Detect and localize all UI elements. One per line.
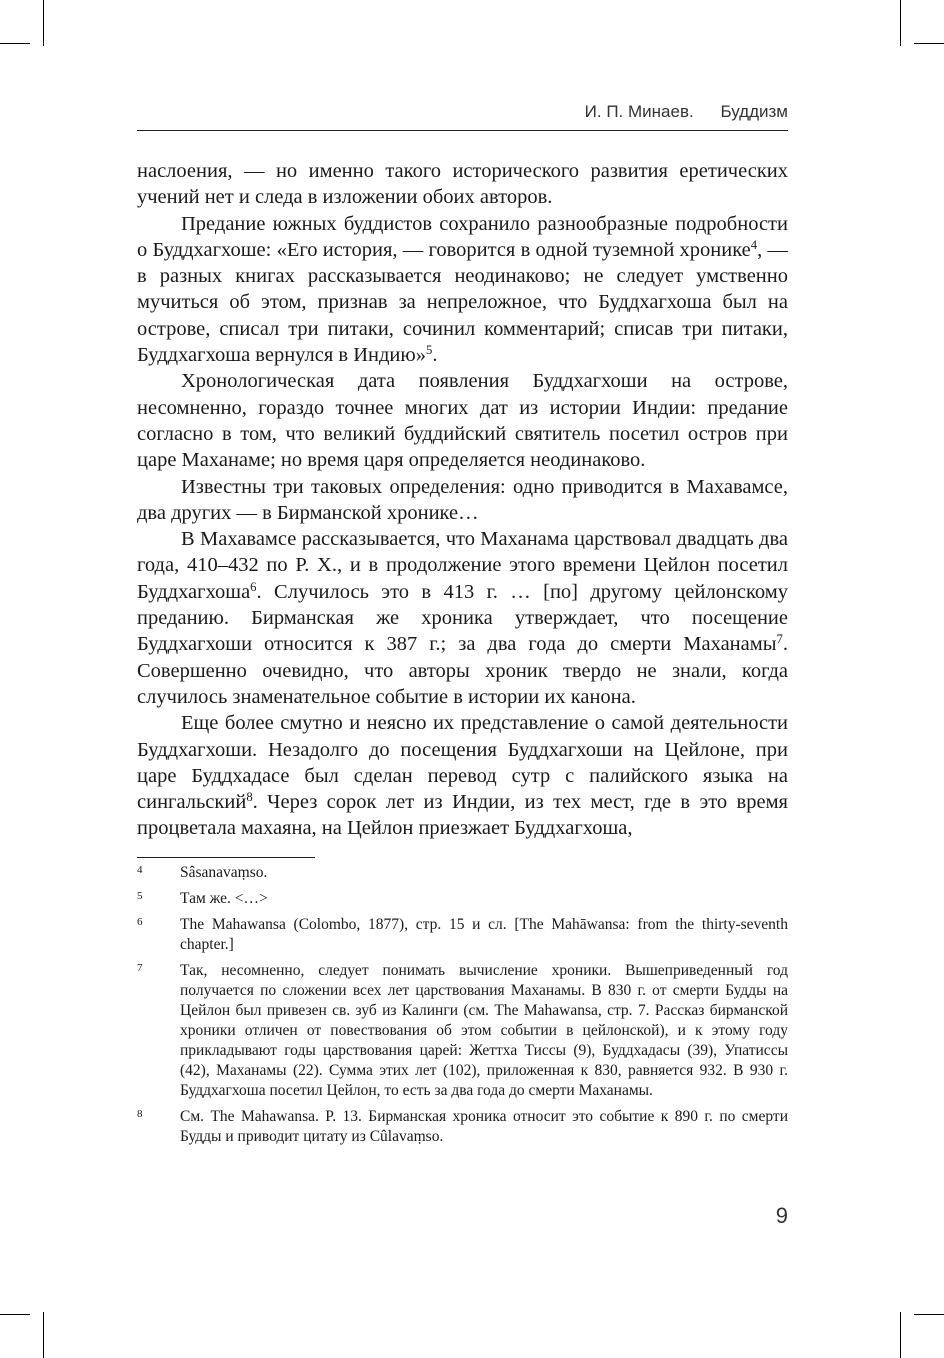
running-header [137,102,788,131]
footnote [137,961,788,1101]
footnote-number: 8 [137,1108,143,1120]
paragraph: Еще более смутно и неясно их представление о самой деятельности Буддхагхоши. Незадолго до посещения Буддхагхоши на Цейлоне, при царе Буддхадасе был сделан перевод сутр с палийского языка на сингальский$^8$. Через сорок лет из Индии, из тех мест, где в это время процветала махаяна, на Цейлон приезжает Буддхагхоша, [137,712,788,840]
header-title: Буддизм [720,102,788,121]
crop-mark [43,0,44,46]
paragraph: Предание южных буддистов сохранило разнообразные подробности о Буддхагхоше: «Его история, — говорится в одной туземной хронике$^4$, — в разных книгах рассказывается неодинаково; не следует умственно мучиться об этом, признав за непреложное, что Буддхагхоша был на острове, списал три питаки, сочинил комментарий; списав три питаки, Буддхагхоша вернулся в Индию»$^5$. [137,212,788,367]
footnote-text: The Mahawansa (Colombo, 1877), стр. 15 и сл. [The Mahāwansa: from the thirty-seventh chapter.] [180,916,788,953]
crop-mark [0,1314,30,1315]
footnote [137,863,788,883]
crop-mark [900,0,901,46]
footnote-ref[interactable]: 4 [750,237,758,252]
footnote-separator [137,857,315,858]
footnote-ref[interactable]: 6 [250,579,257,594]
footnotes [137,863,788,1153]
footnote [137,1107,788,1147]
crop-mark [900,1312,901,1358]
footnote-ref[interactable]: 7 [776,632,783,647]
footnote-text: Так, несомненно, следует понимать вычисление хроники. Вышеприведенный год получается по сложении всех лет царствования Маханамы. В 830 г. от смерти Будды на Цейлон был привезен св. зуб из Калинги (см. The Mahawansa, стр. 7. Рассказ бирманской хроники отличен от повествования об этом событии в цейлонской), и к этому году прикладывают годы царствования царей: Жеттха Тиссы (9), Буддхадасы (39), Упатиссы (42), Маханамы (22). Сумма этих лет (102), приложенная к 830, равняется 932. В 930 г. Буддхагхоша посетил Цейлон, то есть за два года до смерти Маханамы. [180,962,788,1099]
footnote-text: См. The Mahawansa. P. 13. Бирманская хроника относит это событие к 890 г. по смерти Будды и приводит цитату из Cûlavaṃso. [180,1108,788,1145]
footnote-ref[interactable]: 5 [425,343,433,358]
footnote [137,915,788,955]
footnote-number: 5 [137,890,143,902]
paragraph: В Махавамсе рассказывается, что Маханама царствовал двадцать два года, 410–432 по Р. Х., и в продолжение этого времени Цейлон посетил Буддхагхоша$^6$. Случилось это в 413 г. … [по] другому цейлонскому преданию. Бирманская же хроника утверждает, что посещение Буддхагхоши относится к 387 г.; за два года до смерти Маханамы$^7$. Совершенно очевидно, что авторы хроник твердо не знали, когда случилось знаменательное событие в истории их канона. [137,528,788,708]
crop-mark [914,1314,944,1315]
paragraph: Известны три таковых определения: одно приводится в Махавамсе, два других — в Бирманской хронике… [137,475,788,524]
footnote-number: 7 [137,962,143,974]
crop-mark [914,43,944,44]
paragraph: Хронологическая дата появления Буддхагхоши на острове, несомненно, гораздо точнее многих дат из истории Индии: предание согласно в том, что великий буддийский святитель посетил остров при царе Маханаме; но время царя определяется неодинаково. [137,370,788,472]
crop-mark [43,1312,44,1358]
page-number: 9 [775,1203,788,1228]
footnote-number: 6 [137,916,143,928]
footnote [137,889,788,909]
header-author: И. П. Минаев. [584,102,694,121]
paragraph: наслоения, — но именно такого исторического развития еретических учений нет и следа в изложении обоих авторов. [137,160,788,209]
main-text [137,158,788,842]
crop-mark [0,43,30,44]
footnote-ref[interactable]: 8 [246,790,253,805]
footnote-text: Sâsanavaṃso. [180,864,268,881]
footnote-number: 4 [137,864,143,876]
footnote-text: Там же. <…> [180,890,268,907]
